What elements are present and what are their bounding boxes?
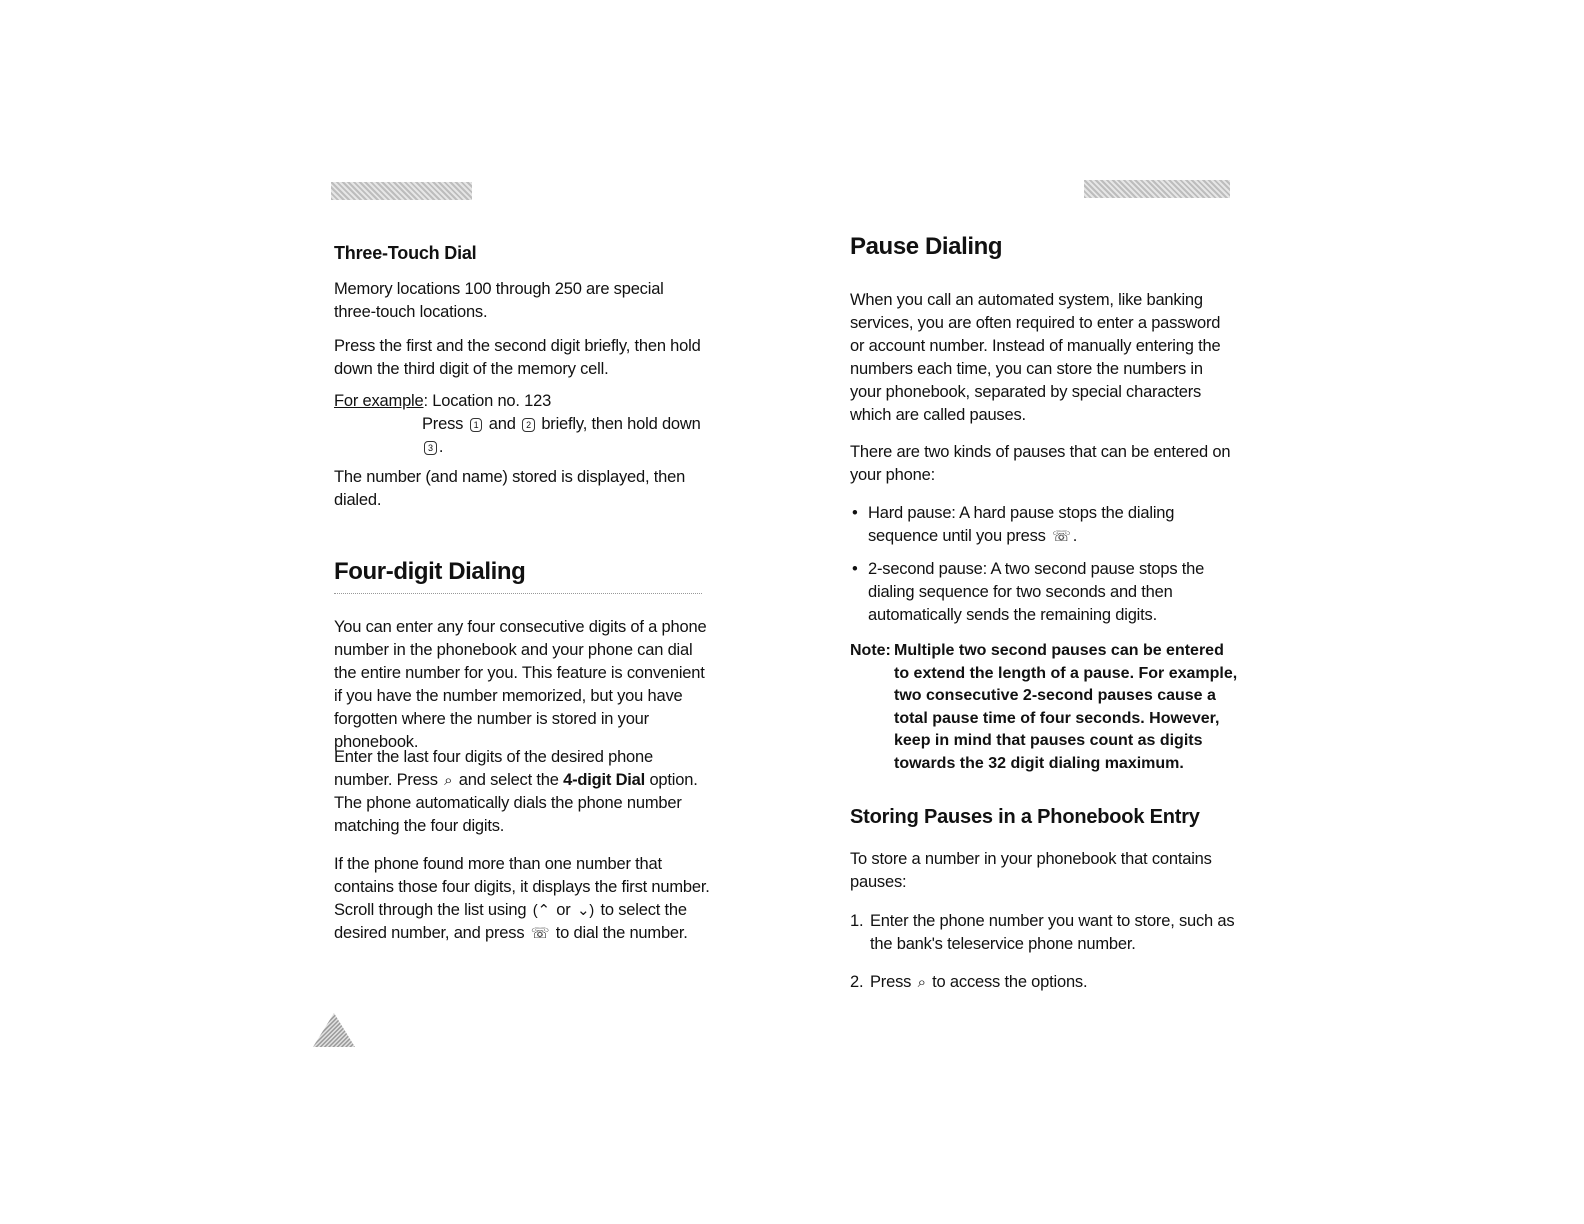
list-item	[850, 910, 1240, 956]
four-digit-heading: Four-digit Dialing	[334, 558, 526, 585]
step-text: to access the options.	[932, 973, 1088, 991]
two-second-pause-text: 2-second pause: A two second pause stops the dialing sequence for two seconds and then automatically sends the remaining digits.	[868, 560, 1205, 625]
example-press: Press	[422, 415, 464, 433]
four-digit-p2-a: Enter the last four digits of the desired phone number. Press	[334, 748, 653, 789]
example-briefly: briefly, then hold down	[541, 415, 701, 433]
page-number-triangle-icon	[312, 1012, 356, 1048]
four-digit-p3-c: to dial the number.	[555, 924, 688, 943]
key-2-icon: 2	[522, 418, 535, 432]
list-item	[848, 558, 1233, 627]
step-text: Press	[870, 973, 912, 991]
storing-steps	[850, 910, 1240, 1009]
key-3-icon: 3	[424, 441, 437, 455]
hard-pause-text: Hard pause: A hard pause stops the dialing sequence until you press	[868, 504, 1175, 545]
four-digit-p3-or: or	[556, 901, 571, 919]
step-text: Enter the phone number you want to store, such as the bank's teleservice phone number.	[870, 912, 1235, 953]
four-digit-p2-c: option. The phone automatically dials the phone number matching the four digits.	[334, 771, 698, 836]
storing-pauses-heading: Storing Pauses in a Phonebook Entry	[850, 806, 1200, 828]
four-digit-intro: You can enter any four consecutive digits of a phone number in the phonebook and your phone can dial the entire number for you. This feature is convenient if you have the number memorized, but you have forgotten where the number is stored in your phonebook.	[334, 618, 707, 751]
four-digit-p3-a: If the phone found more than one number that contains those four digits, it displays the first number. Scroll through the list using	[334, 855, 710, 919]
heading-divider	[334, 593, 702, 594]
pause-intro: When you call an automated system, like banking services, you are often required to enter a password or account number. Instead of manually entering the numbers each time, you can store the numbers in your phonebook, separated by special characters which are called pauses.	[850, 291, 1221, 424]
pause-dialing-heading: Pause Dialing	[850, 233, 1003, 260]
menu-key-icon: ⌕	[444, 772, 453, 790]
three-touch-heading: Three-Touch Dial	[334, 243, 477, 263]
note-label: Note:	[850, 642, 891, 659]
four-digit-dial-option: 4-digit Dial	[563, 771, 646, 789]
send-key-icon: ☏	[1052, 528, 1071, 546]
example-location: : Location no. 123	[423, 392, 552, 410]
storing-intro: To store a number in your phonebook that contains pauses:	[850, 850, 1212, 891]
right-page	[792, 0, 1584, 1224]
menu-key-icon: ⌕	[917, 974, 926, 992]
pause-note	[850, 640, 1240, 775]
three-touch-instructions: Press the first and the second digit briefly, then hold down the third digit of the memory cell.	[334, 337, 701, 378]
step-number: 2.	[850, 973, 864, 991]
example-and: and	[488, 415, 516, 433]
three-touch-result: The number (and name) stored is displayed, then dialed.	[334, 468, 686, 509]
scroll-down-icon: ⌄)	[576, 902, 595, 920]
four-digit-p3-b: to select the desired number, and press	[334, 901, 687, 943]
pause-types-list	[848, 502, 1233, 637]
list-item	[848, 502, 1233, 548]
section-header-bar	[1084, 180, 1230, 198]
three-touch-intro: Memory locations 100 through 250 are special three-touch locations.	[334, 280, 664, 321]
four-digit-instructions	[334, 746, 714, 838]
three-touch-example: For example: Location no. 123 Press 1 and 2 briefly, then hold down 3 .	[334, 392, 701, 456]
section-header-bar	[331, 182, 472, 200]
pause-kinds: There are two kinds of pauses that can be entered on your phone:	[850, 443, 1231, 484]
four-digit-scroll	[334, 853, 714, 945]
send-key-icon: ☏	[530, 925, 550, 943]
example-label: For example	[334, 392, 424, 410]
note-body: Multiple two second pauses can be entered to extend the length of a pause. For example, two consecutive 2-second pauses cause a total pause time of four seconds. However, keep in mind that pauses count as digits towards the 32 digit dialing maximum.	[894, 642, 1238, 772]
four-digit-p2-b: and select the	[458, 771, 559, 789]
step-number: 1.	[850, 912, 864, 930]
hard-pause-end: .	[1072, 527, 1078, 545]
key-1-icon: 1	[470, 418, 483, 432]
scroll-up-icon: (⌃	[532, 902, 550, 920]
list-item	[850, 971, 1240, 994]
